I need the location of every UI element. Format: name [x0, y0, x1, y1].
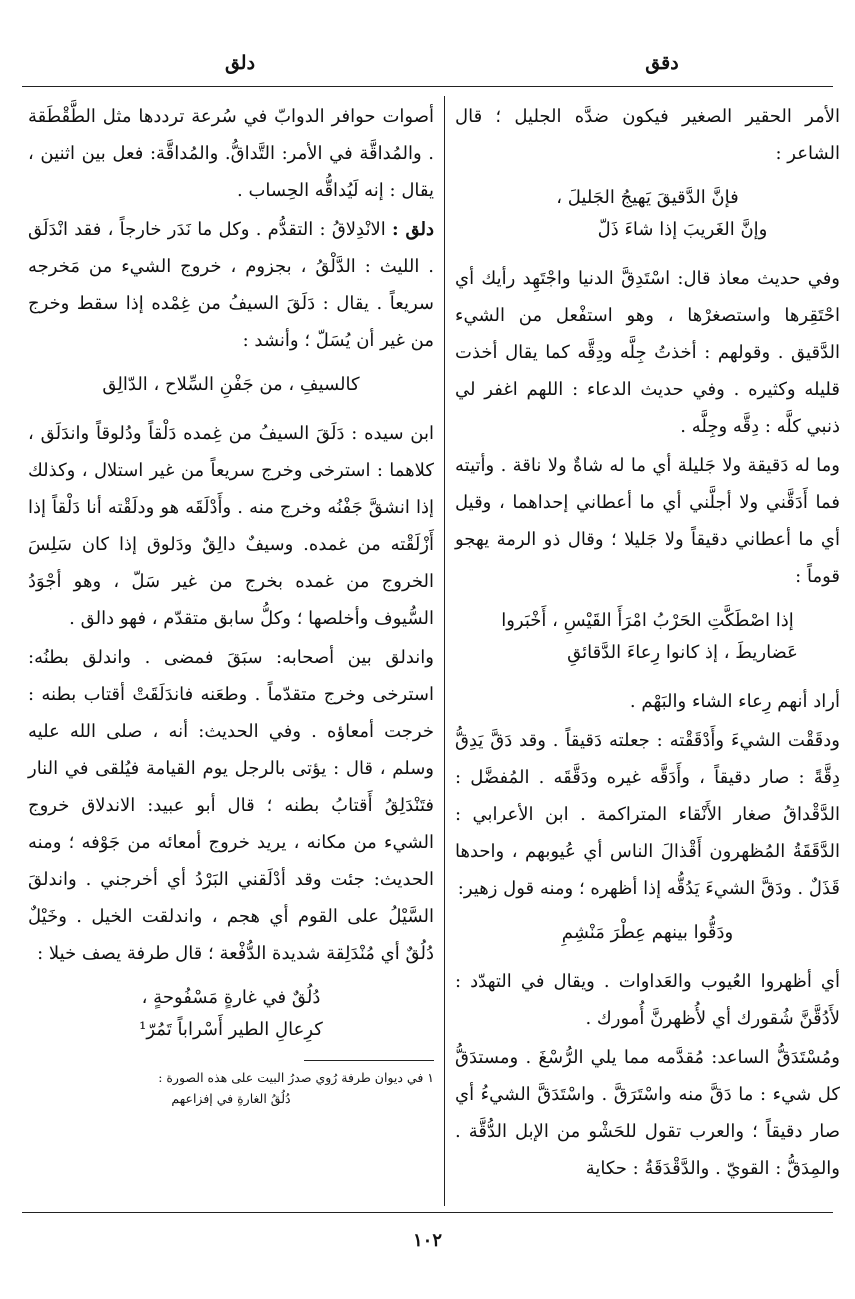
verse [455, 605, 840, 669]
paragraph: أصوات حوافر الدوابّ في سُرعة ترددها مثل الطَّقْطَقة . والمُداقَّة في الأمر: التَّداقُّ. والمُداقَّة: فعل بين اثنين ، يقال : إنه لَيُداقُّه الحِساب . [28, 106, 434, 201]
footnote [28, 1067, 434, 1109]
footnote-quote: دُلُقُ الغارةِ في إفزاعهم [171, 1091, 291, 1106]
page-number: ١٠٢ [412, 1230, 442, 1251]
verse [28, 982, 434, 1046]
verse-line: عَضاريطَ ، إذ كانوا رِعاءَ الدَّقائقِ [567, 642, 798, 663]
running-header-right: دقق [645, 52, 679, 74]
footer-rule [22, 1212, 833, 1213]
right-column [455, 98, 840, 1189]
verse-line: فإنَّ الدَّقيقَ يَهيجُ الجَليلَ ، [556, 187, 739, 208]
paragraph: وفي حديث معاذ قال: اسْتَدِقَّ الدنيا واجْتَهِد رأيك أي احْتَقِرها واستصغرْها ، وهو استفْعل من الشيء الدَّقيق . وقولهم : أخذتُ جِلَّه ودِقَّه كما يقال أخذت قليله وكثيره . وفي حديث الدعاء : اللهم اغفر لي ذنبي كلَّه : دِقَّه وجِلَّه . [455, 268, 840, 437]
entry-text: الانْدِلاقُ : التقدُّم . وكل ما نَدَر خارجاً ، فقد انْدَلَق . الليث : الدَّلْقُ ، بجزوم ، خروج الشيء من مَخرجه سريعاً . يقال : دَلَقَ السيفُ من غِمْده إذا سقط وخرج من غير أن يُسَلّ ؛ وأنشد : [28, 219, 434, 351]
verse [455, 917, 840, 949]
verse-line: دُلُقٌ في غارةٍ مَسْفُوحةٍ ، [141, 987, 321, 1008]
left-column [28, 98, 434, 1109]
verse-line: إذا اصْطَكَّتِ الحَرْبُ امْرَأَ القَيْسِ ، أَخْبَروا [501, 610, 794, 631]
header-rule [22, 86, 833, 87]
paragraph: أي أظهروا العُيوب والعَداوات . ويقال في التهدّد : لأَدُقَّنَّ شُقورك أي لأُظهرنَّ أُمورك . [455, 971, 840, 1029]
footnote-rule [304, 1060, 434, 1061]
verse-line: وإنَّ الغَريبَ إذا شاءَ ذَلّ [597, 219, 768, 240]
paragraph: وما له دَقيقة ولا جَليلة أي ما له شاةٌ ولا ناقة . وأتيته فما أَدَقَّني ولا أجلَّني أي ما أعطاني إحداهما ، وقيل أي ما أعطاني دقيقاً ولا جَليلا ؛ وقال ذو الرمة يهجو قوماً : [455, 455, 840, 587]
paragraph: الأمر الحقير الصغير فيكون ضدَّه الجليل ؛ قال الشاعر : [455, 106, 840, 164]
column-divider [444, 96, 445, 1206]
verse-line: كرِعالِ الطير أَسْراباً تَمُرّ¹ [139, 1019, 323, 1040]
footnote-text: ١ في ديوان طرفة رُوي صدرُ البيت على هذه الصورة : [158, 1070, 434, 1085]
paragraph: ودقَقْت الشيءَ وأَدْقَقْته : جعلته دَقيقاً . وقد دَقَّ يَدِقُّ دِقَّةً : صار دقيقاً ، وأَدَقَّه غيره ودَقَّقَه . المُفضَّل : الدَّقْداقُ صغار الأَنْقاء المتراكمة . ابن الأعرابي : الدَّقَقَةُ المُظهرون أَقْذالَ الناس أي عُيوبهم ، واحدها قَذَلٌ . ودَقَّ الشيءَ يَدُقُّه إذا أظهره ؛ ومنه قول زهير: [455, 730, 840, 899]
verse-line: كالسيفِ ، من جَفْنِ السِّلاح ، الدّالِق [102, 374, 360, 395]
paragraph: ومُسْتَدَقُّ الساعد: مُقدَّمه مما يلي الرُّسْغَ . ومستدَقُّ كل شيء : ما دَقَّ منه واسْتَرَقَّ . واسْتَدَقَّ الشيءُ أي صار دقيقاً ؛ والعرب تقول للحَشْو من الإبل الدُّقَّة . والمِدَقُّ : القويّ . والدَّقْدَقَةُ : حكاية [455, 1047, 840, 1179]
verse [28, 369, 434, 401]
paragraph: واندلق بين أصحابه: سبَقَ فمضى . واندلق بطنُه: استرخى وخرج متقدّماً . وطعَنه فاندَلَقَتْ أقتاب بطنه : خرجت أمعاؤه . وفي الحديث: أنه ، صلى الله عليه وسلم ، قال : يؤتى بالرجل يوم القيامة فيُلقى في النار فتَنْدَلِقُ أَقتابُ بطنه ؛ قال أبو عبيد: الاندلاق خروج الشيء من مكانه ، يريد خروج أمعائه من جَوْفه ؛ ومنه الحديث: جئت وقد أدْلَقني البَرْدُ أي أخرجني . واندلقَ السَّيْلُ على القوم أي هجم ، واندلقت الخيل . وخَيْلٌ دُلُقٌ أي مُنْدَلِقة شديدة الدُّفْعة ؛ قال طرفة يصف خيلا : [28, 647, 434, 964]
paragraph: ابن سيده : دَلَقَ السيفُ من غِمده دَلْقاً ودُلوقاً واندَلَق ، كلاهما : استرخى وخرج سريعاً من غير استلال ، وكذلك إذا انشقَّ جَفْنُه وخرج منه . وأَدْلَقَه هو ودلَقْته أنا دَلْقاً إذا أَزْلَقْته من غمده. وسيفٌ دالِقٌ ودَلوق إذا كان سَلِسَ الخروج من غمده بخرج من غير سَلّ ، وهو أجْوَدُ السُّيوف وأخلصها ؛ وكلُّ سابق متقدّم ، فهو دالق . [28, 423, 434, 629]
paragraph: أراد أنهم رِعاء الشاء والبَهْم . [629, 691, 840, 712]
entry-paragraph [28, 211, 434, 359]
verse [455, 182, 840, 246]
running-header-left: دلق [224, 52, 256, 74]
entry-headword: دلق : [392, 219, 434, 240]
verse-line: ودَقُّوا بينهم عِطْرَ مَنْشِمِ [561, 922, 734, 943]
